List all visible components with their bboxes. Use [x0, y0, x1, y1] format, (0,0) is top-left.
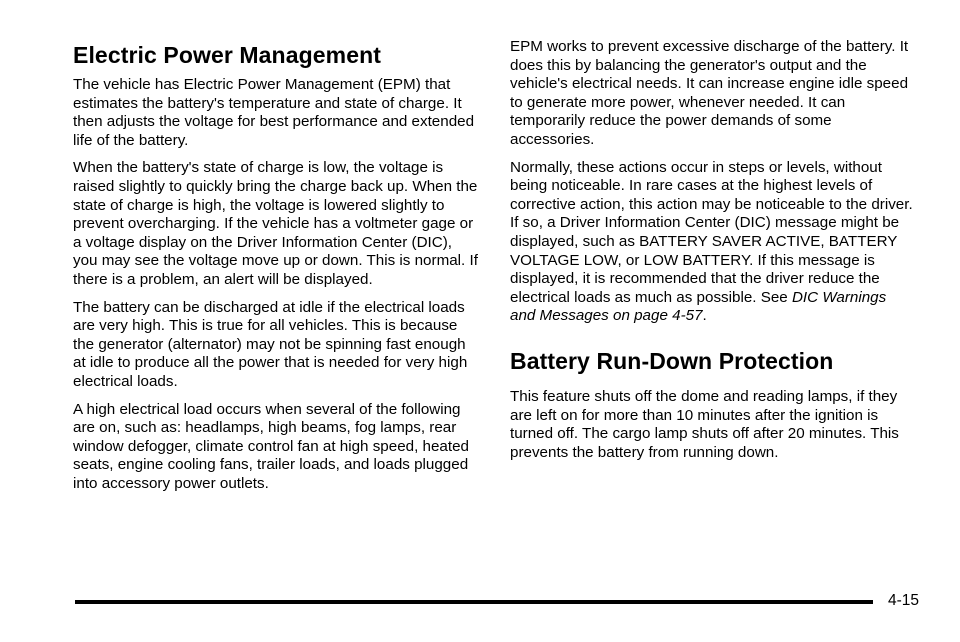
page-number: 4-15	[887, 592, 919, 609]
paragraph: When the battery's state of charge is low, the voltage is raised slightly to quickly bring the charge back up. When the state of charge is high, the voltage is lowered slightly to prevent overcharging. If the vehicle has a voltmeter gage or a voltage display on the Driver Information Center (DIC), you may see the voltage move up or down. This is normal. If there is a problem, an alert will be displayed.	[73, 159, 478, 288]
paragraph-with-reference	[510, 159, 915, 326]
footer-rule	[75, 600, 873, 604]
paragraph-text: Normally, these actions occur in steps or levels, without being noticeable. In rare cases at the highest levels of corrective action, this action may be noticeable to the driver. If so, a Driver Information Center (DIC) message might be displayed, such as BATTERY SAVER ACTIVE, BATTERY VOLTAGE LOW, or LOW BATTERY. If this message is displayed, it is recommended that the driver reduce the electrical loads as much as possible. See	[510, 158, 913, 306]
paragraph-end: .	[702, 307, 707, 325]
paragraph: A high electrical load occurs when several of the following are on, such as: headlamps, high beams, fog lamps, rear window defogger, climate control fan at high speed, heated seats, engine cooling fans, trailer loads, and loads plugged into accessory power outlets.	[73, 400, 469, 492]
cross-reference-link[interactable]: DIC Warnings and Messages on page 4-57	[510, 288, 887, 325]
section-heading-epm: Electric Power Management	[73, 42, 381, 68]
paragraph: This feature shuts off the dome and reading lamps, if they are left on for more than 10 minutes after the ignition is turned off. The cargo lamp shuts off after 20 minutes. This prevents the battery from running down.	[510, 387, 899, 461]
right-column	[510, 38, 915, 471]
paragraph: The battery can be discharged at idle if the electrical loads are very high. This is true for all vehicles. This is because the generator (alternator) may not be spinning fast enough at idle to produce all the power that is needed for very high electrical loads.	[73, 298, 468, 390]
left-column	[73, 38, 478, 502]
section-heading-battery-rundown: Battery Run-Down Protection	[510, 347, 834, 374]
paragraph: The vehicle has Electric Power Management (EPM) that estimates the battery's temperature and state of charge. It then adjusts the voltage for best performance and extended life of the battery.	[73, 76, 475, 149]
paragraph: EPM works to prevent excessive discharge of the battery. It does this by balancing the generator's output and the vehicle's electrical needs. It can increase engine idle speed to generate more power, whenever needed. It can temporarily reduce the power demands of some accessories.	[510, 38, 909, 148]
